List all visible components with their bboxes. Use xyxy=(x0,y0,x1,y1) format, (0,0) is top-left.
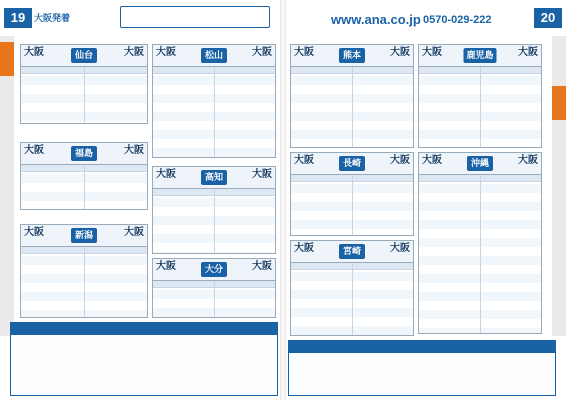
return-city: 大阪 xyxy=(252,169,272,180)
return-city: 大阪 xyxy=(124,227,144,238)
route-header xyxy=(291,45,413,67)
return-city: 大阪 xyxy=(518,155,538,166)
column-divider xyxy=(84,165,85,209)
destination-pill: 長崎 xyxy=(339,156,365,171)
timetable-rows xyxy=(419,175,541,333)
route-header xyxy=(21,143,147,165)
info-box-title-bar xyxy=(11,323,277,335)
timetable-rows xyxy=(291,67,413,147)
route-header xyxy=(21,225,147,247)
route-block xyxy=(418,152,542,334)
column-divider xyxy=(352,67,353,147)
destination-pill: 松山 xyxy=(201,48,227,63)
route-block xyxy=(20,142,148,210)
timetable-rows xyxy=(21,67,147,123)
route-header xyxy=(21,45,147,67)
origin-city: 大阪 xyxy=(24,145,44,156)
website-url[interactable]: www.ana.co.jp xyxy=(331,12,421,27)
destination-pill: 仙台 xyxy=(71,48,97,63)
origin-city: 大阪 xyxy=(156,261,176,272)
return-city: 大阪 xyxy=(124,47,144,58)
ana-contact-header xyxy=(283,4,523,30)
origin-city: 大阪 xyxy=(422,47,442,58)
route-block xyxy=(290,44,414,148)
route-header xyxy=(153,167,275,189)
route-block xyxy=(290,240,414,336)
destination-pill: 福島 xyxy=(71,146,97,161)
origin-city: 大阪 xyxy=(156,169,176,180)
destination-pill: 鹿児島 xyxy=(463,48,496,63)
origin-city: 大阪 xyxy=(156,47,176,58)
right-index-tabs xyxy=(552,36,566,336)
column-divider xyxy=(214,189,215,253)
timetable-rows xyxy=(291,263,413,335)
return-city: 大阪 xyxy=(390,243,410,254)
return-city: 大阪 xyxy=(252,47,272,58)
return-city: 大阪 xyxy=(390,155,410,166)
origin-city: 大阪 xyxy=(24,227,44,238)
destination-pill: 沖縄 xyxy=(467,156,493,171)
route-block xyxy=(20,44,148,124)
origin-city: 大阪 xyxy=(294,47,314,58)
route-header xyxy=(291,241,413,263)
column-divider xyxy=(480,67,481,147)
route-header xyxy=(153,45,275,67)
route-header xyxy=(419,45,541,67)
origin-city: 大阪 xyxy=(24,47,44,58)
origin-city: 大阪 xyxy=(294,243,314,254)
notice-box xyxy=(120,6,270,28)
right-page-number: 20 xyxy=(534,8,562,28)
column-divider xyxy=(214,67,215,157)
column-divider xyxy=(214,281,215,317)
route-block xyxy=(152,258,276,318)
right-info-box xyxy=(288,340,556,396)
return-city: 大阪 xyxy=(252,261,272,272)
timetable-rows xyxy=(21,247,147,317)
phone-number: 0570-029-222 xyxy=(423,14,492,26)
column-divider xyxy=(84,247,85,317)
return-city: 大阪 xyxy=(518,47,538,58)
origin-city: 大阪 xyxy=(294,155,314,166)
route-header xyxy=(153,259,275,281)
timetable-rows xyxy=(153,189,275,253)
route-block xyxy=(290,152,414,236)
destination-pill: 大分 xyxy=(201,262,227,277)
return-city: 大阪 xyxy=(124,145,144,156)
active-index-tab[interactable] xyxy=(0,42,14,76)
route-header xyxy=(291,153,413,175)
destination-pill: 熊本 xyxy=(339,48,365,63)
origin-city: 大阪 xyxy=(422,155,442,166)
timetable-rows xyxy=(291,175,413,235)
section-title: 大阪発着 xyxy=(34,13,71,23)
route-block xyxy=(152,166,276,254)
column-divider xyxy=(480,175,481,333)
timetable-rows xyxy=(419,67,541,147)
destination-pill: 宮崎 xyxy=(339,244,365,259)
destination-pill: 新潟 xyxy=(71,228,97,243)
column-divider xyxy=(352,175,353,235)
route-block xyxy=(20,224,148,318)
destination-pill: 高知 xyxy=(201,170,227,185)
return-city: 大阪 xyxy=(390,47,410,58)
timetable-rows xyxy=(21,165,147,209)
timetable-rows xyxy=(153,281,275,317)
info-box-title-bar xyxy=(289,341,555,353)
left-info-box xyxy=(10,322,278,396)
active-index-tab[interactable] xyxy=(552,86,566,120)
column-divider xyxy=(84,67,85,123)
left-page-number: 19 xyxy=(4,8,32,28)
route-block xyxy=(152,44,276,158)
route-block xyxy=(418,44,542,148)
left-index-tabs xyxy=(0,36,14,336)
column-divider xyxy=(352,263,353,335)
book-gutter xyxy=(280,0,286,400)
route-header xyxy=(419,153,541,175)
timetable-rows xyxy=(153,67,275,157)
